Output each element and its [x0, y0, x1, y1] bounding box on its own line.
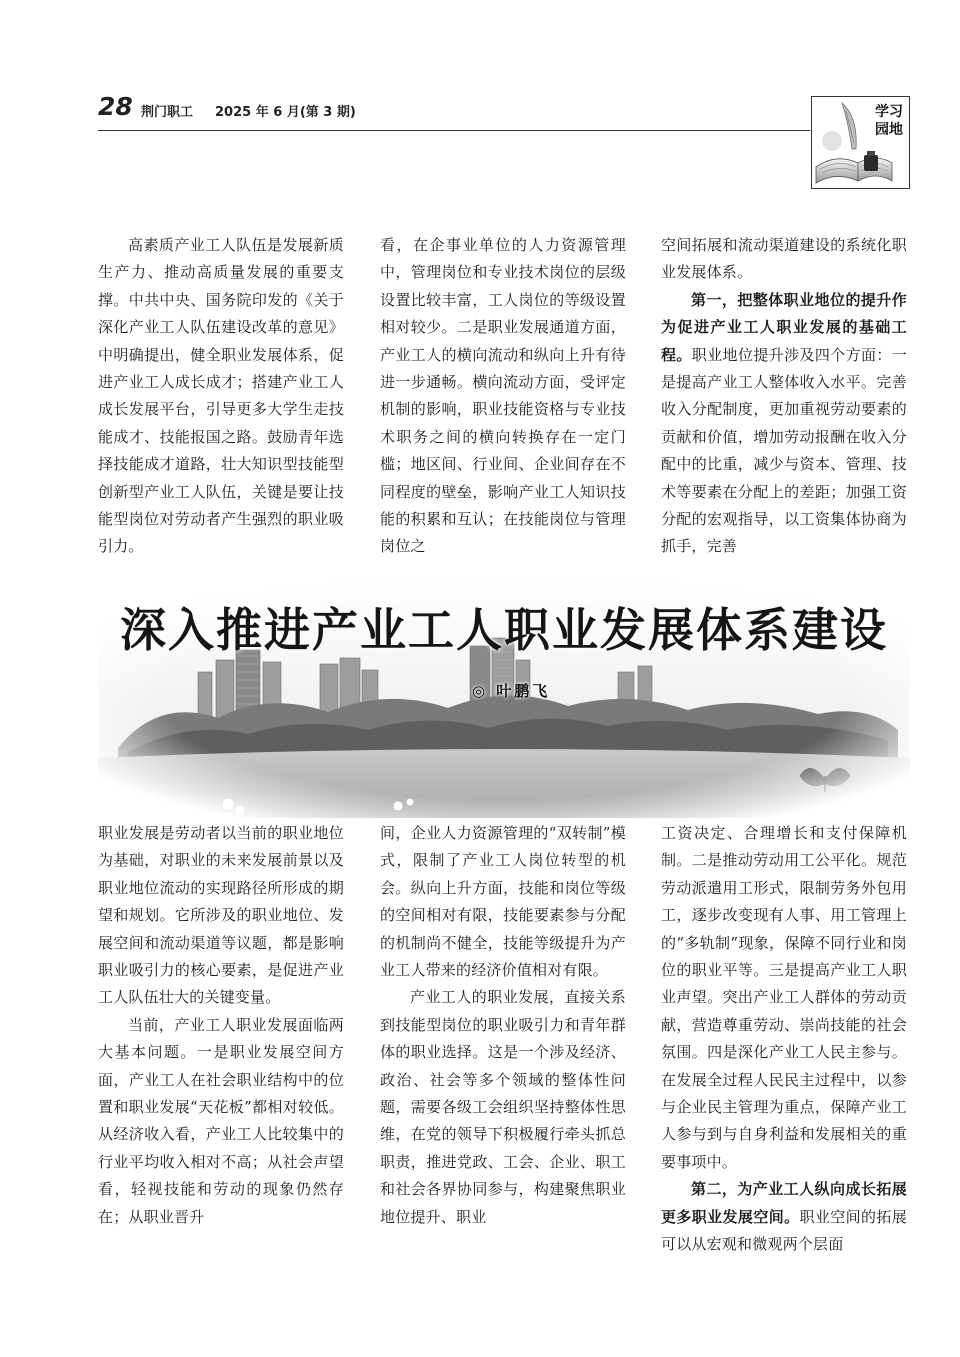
paragraph-text: 职业空间的拓展可以从宏观和微观两个层面 [661, 1207, 907, 1254]
column-bottom-left [98, 820, 344, 1231]
paragraph-text: 职业地位提升涉及四个方面：一是提高产业工人整体收入水平。完善收入分配制度，更加重视劳动要素的贡献和价值，增加劳动报酬在收入分配中的比重，减少与资本、管理、技术等要素在分配上的差距；加强工资分配的宏观指导，以工资集体协商为抓手，完善 [661, 345, 907, 556]
article-title: 深入推进产业工人职业发展体系建设 [120, 603, 888, 657]
article-author: ◎ 叶鹏飞 [472, 682, 551, 700]
column-bottom-middle [380, 820, 626, 1231]
paragraph: 职业发展是劳动者以当前的职业地位为基础，对职业的未来发展前景以及职业地位流动的实现路径所形成的期望和规划。它所涉及的职业地位、发展空间和流动渠道等议题，都是影响职业吸引力的核心要素，是促进产业工人队伍壮大的关键变量。 [98, 824, 344, 1007]
paragraph: 工资决定、合理增长和支付保障机制。二是推动劳动用工公平化。规范劳动派遣用工形式，限制劳务外包用工，逐步改变现有人事、用工管理上的“多轨制”现象，保障不同行业和岗位的职业平等。三是提高产业工人职业声望。突出产业工人群体的劳动贡献，营造尊重劳动、崇尚技能的社会氛围。四是深化产业工人民主参与。在发展全过程人民民主过程中，以参与企业民主管理为重点，保障产业工人参与到与自身利益和发展相关的重要事项中。 [661, 824, 907, 1171]
page-number: 28 [98, 92, 133, 121]
magazine-name: 荆门职工 [141, 105, 194, 120]
magazine-info [141, 101, 378, 120]
paragraph [661, 1176, 907, 1258]
page-header [0, 0, 960, 200]
paragraph: 高素质产业工人队伍是发展新质生产力、推动高质量发展的重要支撑。中共中央、国务院印发的《关于深化产业工人队伍建设改革的意见》中明确提出，健全职业发展体系，促进产业工人成长成才；搭建产业工人成长发展平台，引导更多大学生走技能成才、技能报国之路。鼓励青年选择技能成才道路，壮大知识型技能型创新型产业工人队伍，关键是要让技能型岗位对劳动者产生强烈的职业吸引力。 [98, 236, 344, 556]
section-badge [811, 96, 910, 189]
paragraph: 间，企业人力资源管理的“双转制”模式，限制了产业工人岗位转型的机会。纵向上升方面，技能和岗位等级的空间相对有限，技能要素参与分配的机制尚不健全，技能等级提升为产业工人带来的经济价值相对有限。 [380, 824, 626, 980]
bold-lead: 第二，为产业工人纵向成长拓展更多职业发展空间。 [661, 1180, 907, 1226]
column-top-right [661, 232, 907, 561]
header-rule [98, 130, 810, 131]
bold-lead: 第一，把整体职业地位的提升作为促进产业工人职业发展的基础工程。 [661, 290, 907, 364]
paragraph [661, 287, 907, 561]
section-label-line2: 园地 [875, 122, 903, 138]
paragraph: 当前，产业工人职业发展面临两大基本问题。一是职业发展空间方面，产业工人在社会职业结构中的位置和职业发展“天花板”都相对较低。从经济收入看，产业工人比较集中的行业平均收入相对不高；从社会声望看，轻视技能和劳动的现象仍然存在；从职业晋升 [98, 1015, 344, 1226]
column-top-left [98, 232, 344, 561]
section-label-line1: 学习 [875, 104, 903, 120]
title-banner [98, 580, 910, 818]
column-bottom-right [661, 820, 907, 1259]
paragraph: 产业工人的职业发展，直接关系到技能型岗位的职业吸引力和青年群体的职业选择。这是一个涉及经济、政治、社会等多个领域的整体性问题，需要各级工会组织坚持整体性思维，在党的领导下积极履行牵头抓总职责，推进党政、工会、企业、职工和社会各界协同参与，构建聚焦职业地位提升、职业 [380, 988, 626, 1226]
issue-date: 2025 年 6 月(第 3 期) [215, 105, 356, 120]
section-label [875, 103, 903, 139]
paragraph: 看，在企事业单位的人力资源管理中，管理岗位和专业技术岗位的层级设置比较丰富，工人岗位的等级设置相对较少。二是职业发展通道方面，产业工人的横向流动和纵向上升有待进一步通畅。横向流动方面，受评定机制的影响，职业技能资格与专业技术职务之间的横向转换存在一定门槛；地区间、行业间、企业间存在不同程度的壁垒，影响产业工人知识技能的积累和互认；在技能岗位与管理岗位之 [380, 236, 626, 556]
column-top-middle [380, 232, 626, 561]
paragraph: 空间拓展和流动渠道建设的系统化职业发展体系。 [661, 236, 907, 282]
